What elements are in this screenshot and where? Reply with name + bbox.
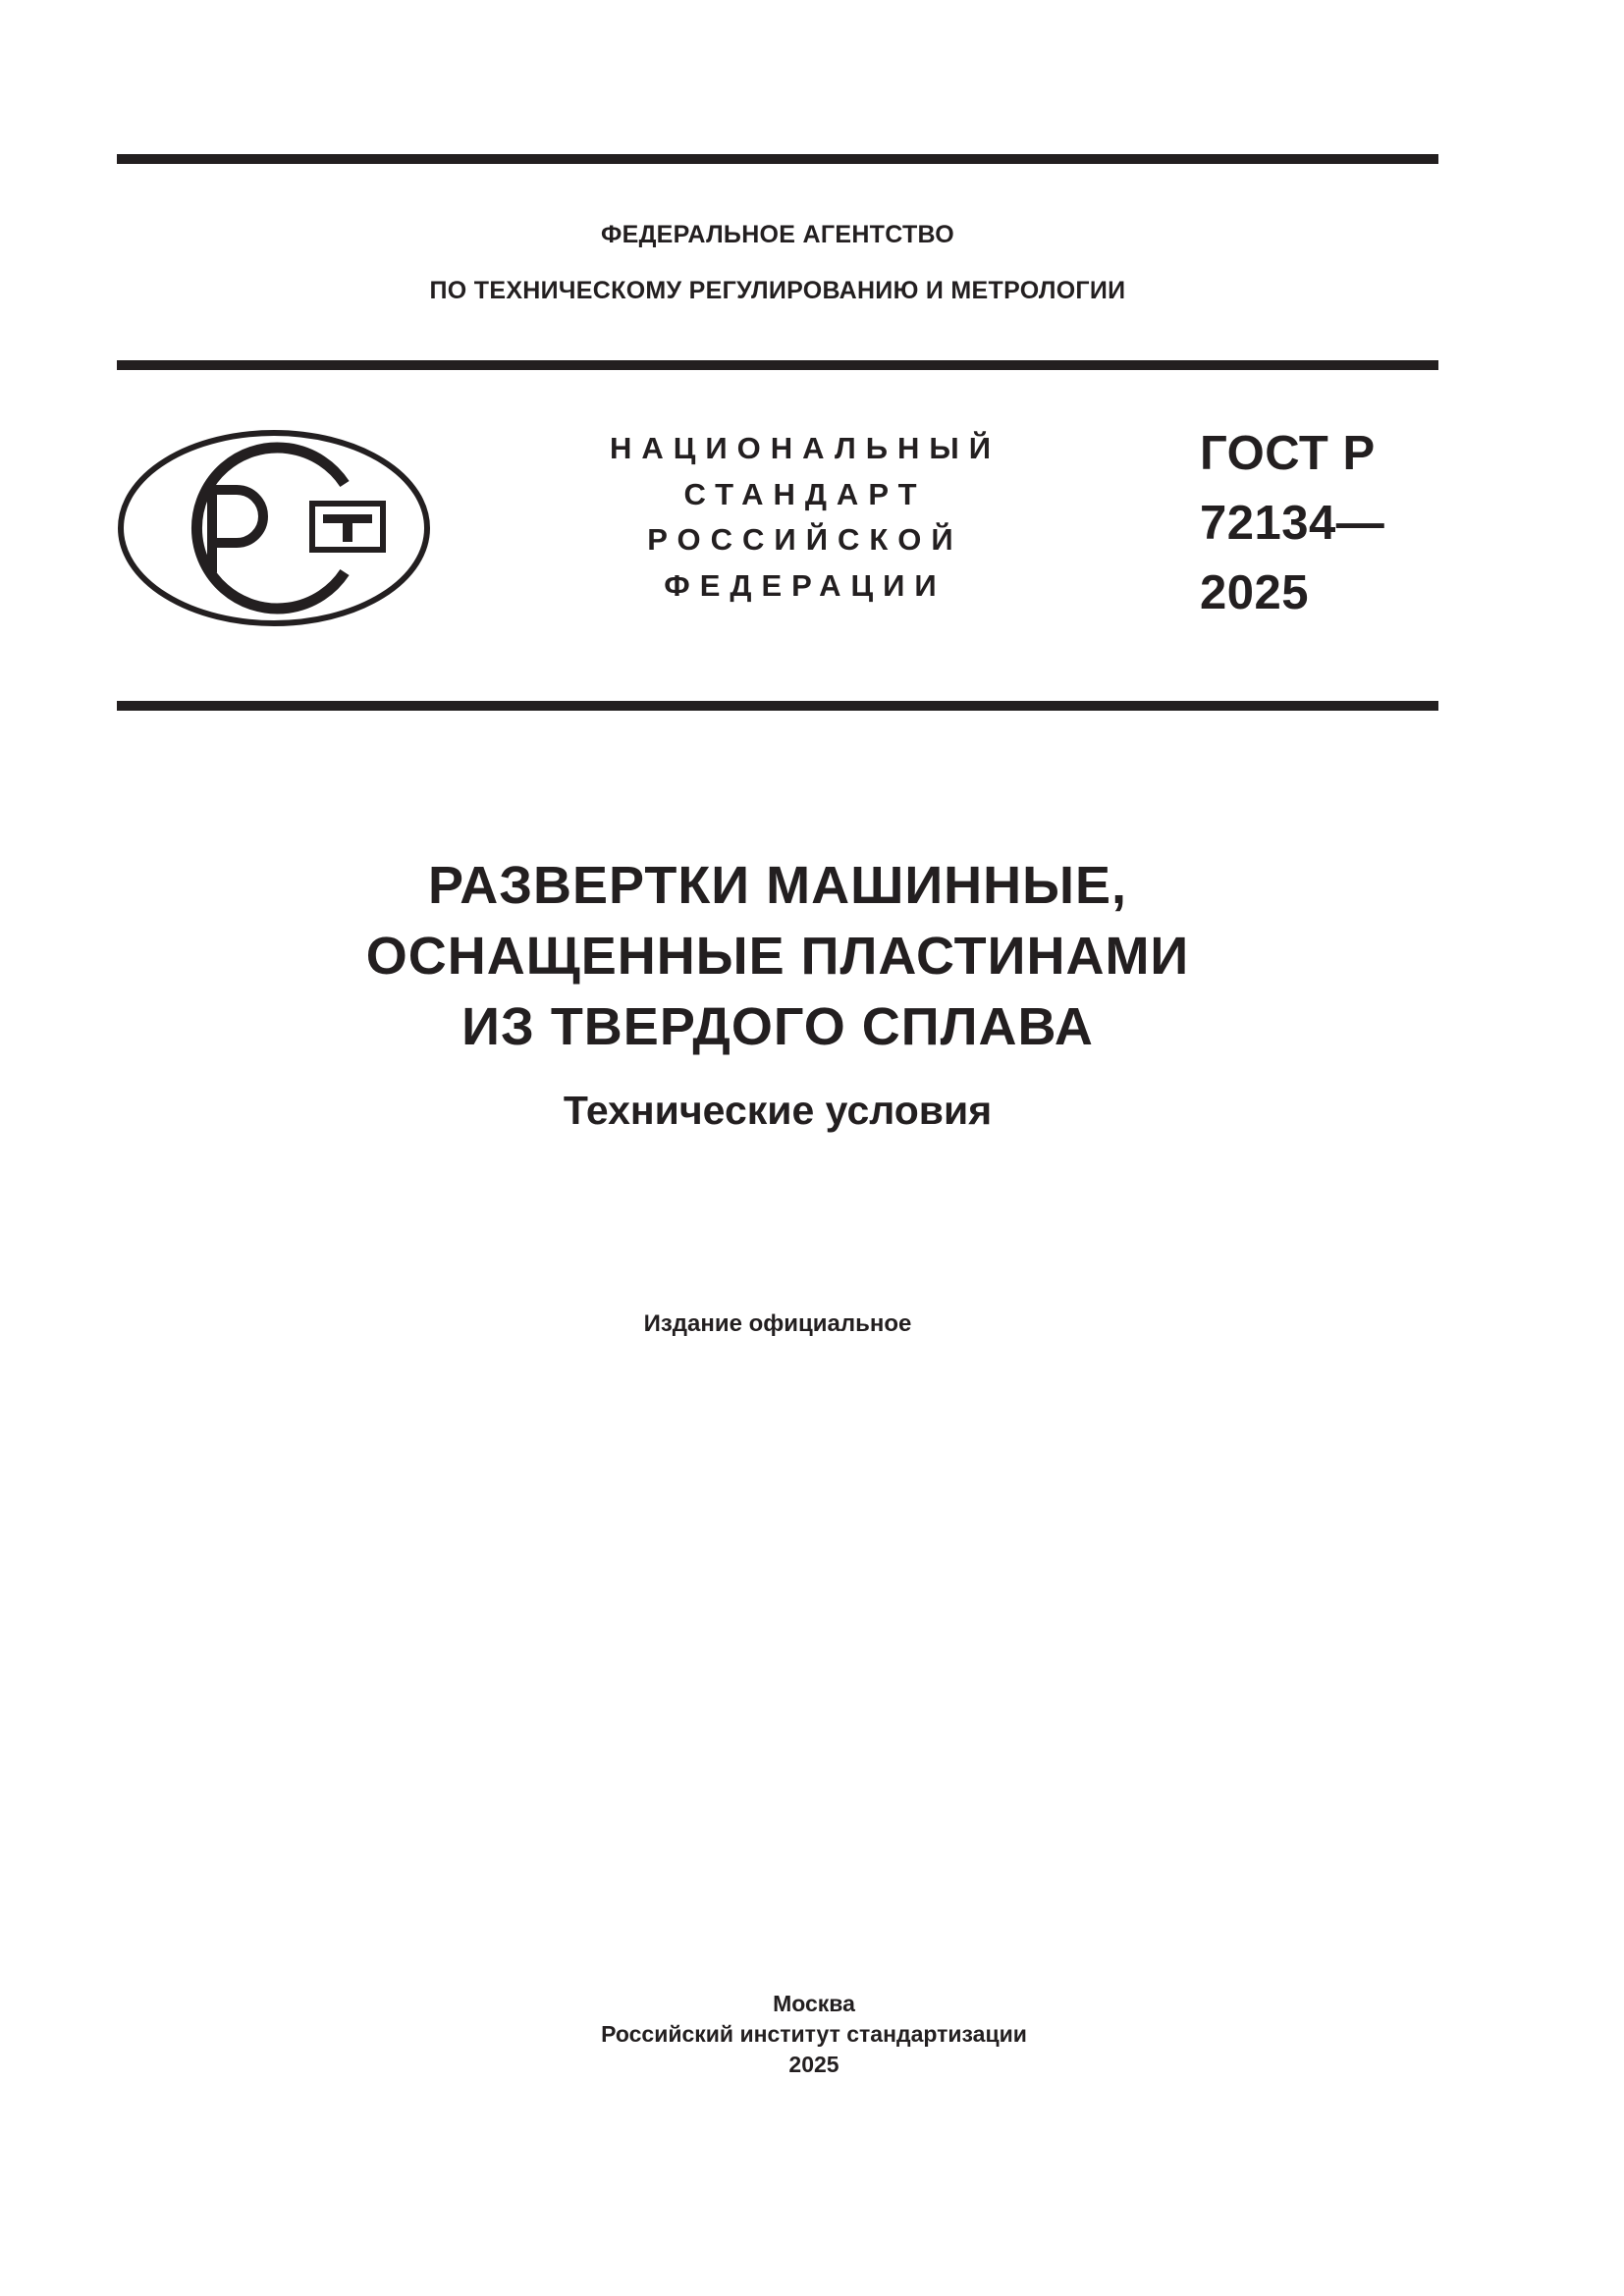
header-divider-rule: [117, 360, 1438, 370]
rst-certification-mark-icon: [117, 429, 431, 627]
standard-type-line: НАЦИОНАЛЬНЫЙ: [609, 431, 1001, 465]
standard-type-line: СТАНДАРТ: [683, 476, 927, 511]
header-bottom-rule: [117, 701, 1438, 711]
title-line: РАЗВЕРТКИ МАШИННЫЕ,: [427, 856, 1128, 915]
standard-type-line: РОССИЙСКОЙ: [647, 522, 963, 557]
designation-line: ГОСТ Р: [1200, 427, 1376, 480]
standard-type-line: ФЕДЕРАЦИИ: [664, 567, 947, 603]
top-rule: [117, 154, 1438, 164]
title-line: ОСНАЩЕННЫЕ ПЛАСТИНАМИ: [365, 927, 1190, 986]
imprint: [117, 1989, 1511, 2080]
agency-name-line-1: ФЕДЕРАЛЬНОЕ АГЕНТСТВО: [600, 221, 955, 248]
imprint-year: 2025: [788, 2052, 839, 2077]
designation-line: 2025: [1200, 566, 1310, 619]
agency-name-line-2: ПО ТЕХНИЧЕСКОМУ РЕГУЛИРОВАНИЮ И МЕТРОЛОГИИ: [429, 277, 1126, 304]
standard-type: [560, 426, 1051, 609]
standard-designation: [1200, 419, 1384, 628]
edition-note: Издание официальное: [643, 1310, 912, 1337]
imprint-city: Москва: [773, 1991, 855, 2016]
imprint-publisher: Российский институт стандартизации: [601, 2021, 1027, 2047]
title-line: ИЗ ТВЕРДОГО СПЛАВА: [461, 997, 1094, 1056]
designation-line: 72134—: [1200, 497, 1385, 550]
document-title: [117, 850, 1438, 1062]
document-subtitle: Технические условия: [563, 1088, 993, 1133]
